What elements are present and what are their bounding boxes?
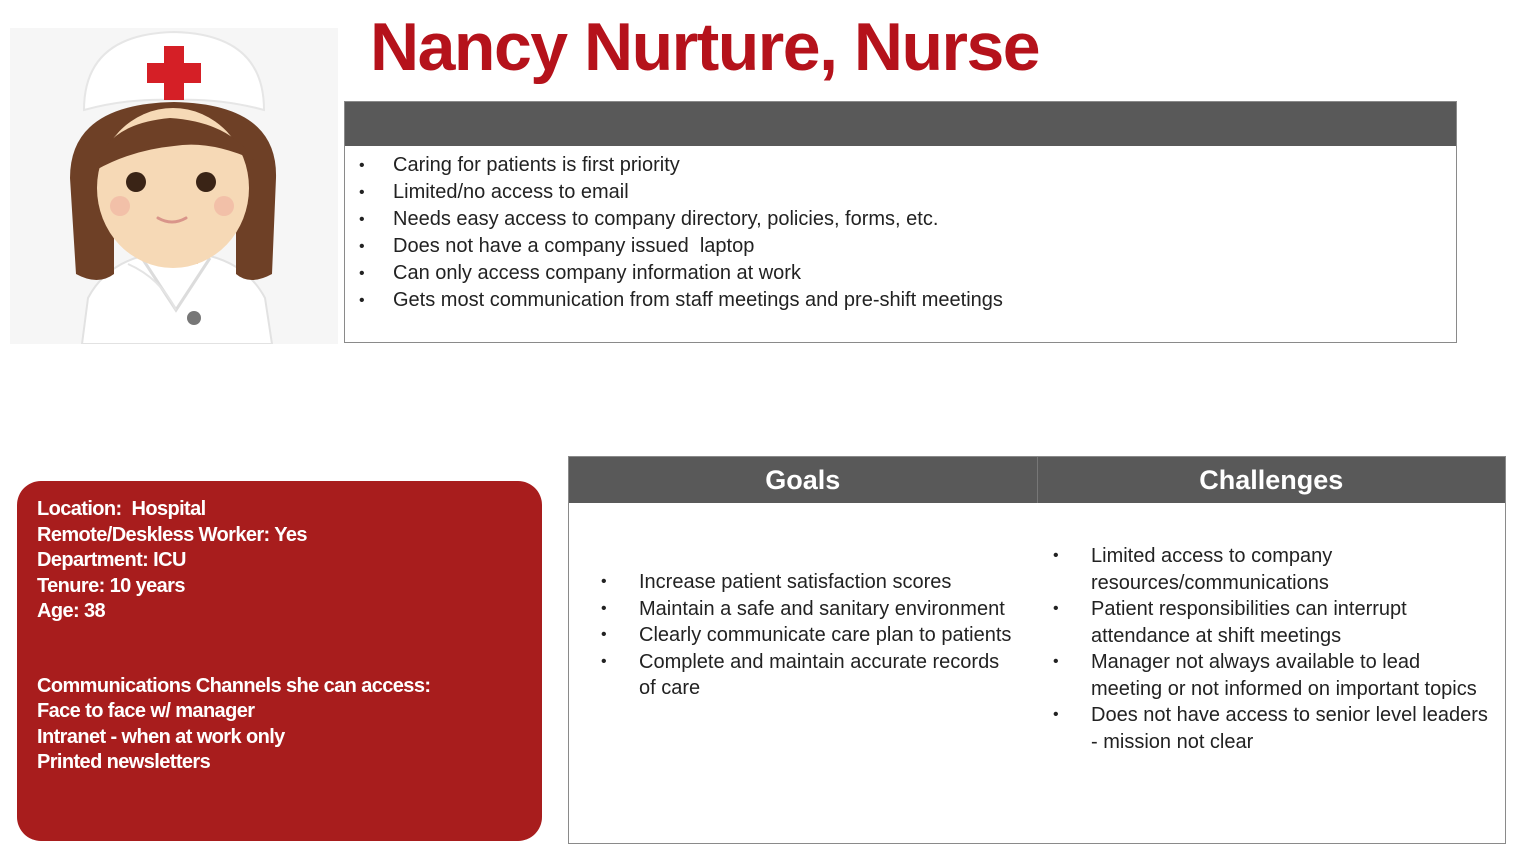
bullet-icon: • [601, 573, 607, 590]
goals-heading: Goals [765, 465, 841, 495]
bullet-icon: • [359, 211, 365, 228]
list-item: • Patient responsibilities can interrupt attendance at shift meetings [1053, 598, 1407, 647]
profile-card [17, 481, 542, 841]
bullet-icon: • [1053, 706, 1059, 723]
list-item: • Manager not always available to lead meeting or not informed on important topics [1053, 651, 1477, 700]
list-item: • Can only access company information at work [357, 260, 1456, 287]
challenges-column [1051, 543, 1491, 755]
list-item: • Does not have a company issued laptop [357, 233, 1456, 260]
goals-challenges-table [568, 456, 1506, 844]
list-item: • Complete and maintain accurate records of care [601, 650, 1000, 699]
list-item: • Needs easy access to company directory, policies, forms, etc. [357, 206, 1456, 233]
bullet-icon: • [601, 652, 607, 670]
challenges-heading: Challenges [1037, 457, 1506, 503]
department-text: Department: ICU [37, 549, 186, 571]
bullet-icon: • [1053, 600, 1059, 617]
bullet-icon: • [359, 265, 365, 282]
location-text: Location: Hospital [37, 498, 206, 520]
list-item: • Maintain a safe and sanitary environment [599, 596, 1019, 623]
channels-heading: Communications Channels she can access: [37, 674, 431, 697]
traits-header-bar [345, 102, 1456, 146]
bullet-icon: • [601, 599, 607, 617]
table-header [569, 457, 1505, 503]
page-title: Nancy Nurture, Nurse [370, 9, 1040, 85]
channel-item: Intranet - when at work only [37, 725, 285, 748]
bullet-icon: • [601, 626, 607, 643]
bullet-icon: • [1053, 547, 1059, 564]
list-item: • Does not have access to senior level leaders - mission not clear [1053, 704, 1488, 753]
bullet-icon: • [359, 292, 365, 309]
traits-panel [344, 101, 1457, 343]
tenure-text: Tenure: 10 years [37, 574, 185, 597]
list-item: • Caring for patients is first priority [357, 152, 1456, 179]
list-item: • Increase patient satisfaction scores [599, 569, 1019, 596]
traits-list [345, 146, 1456, 314]
age-text: Age: 38 [37, 600, 106, 622]
bullet-icon: • [359, 184, 365, 201]
channel-item: Face to face w/ manager [37, 700, 255, 722]
list-item: • Limited/no access to email [357, 179, 1456, 206]
remote-text: Remote/Deskless Worker: Yes [37, 523, 307, 546]
list-item: • Gets most communication from staff meetings and pre-shift meetings [357, 287, 1456, 314]
list-item: • Clearly communicate care plan to patients [599, 622, 1019, 649]
goals-column [599, 569, 1019, 702]
channel-item: Printed newsletters [37, 751, 211, 773]
bullet-icon: • [1053, 653, 1059, 670]
nurse-avatar-icon [10, 28, 338, 344]
list-item: • Limited access to company resources/communications [1053, 545, 1333, 594]
bullet-icon: • [359, 238, 365, 255]
bullet-icon: • [359, 157, 365, 174]
